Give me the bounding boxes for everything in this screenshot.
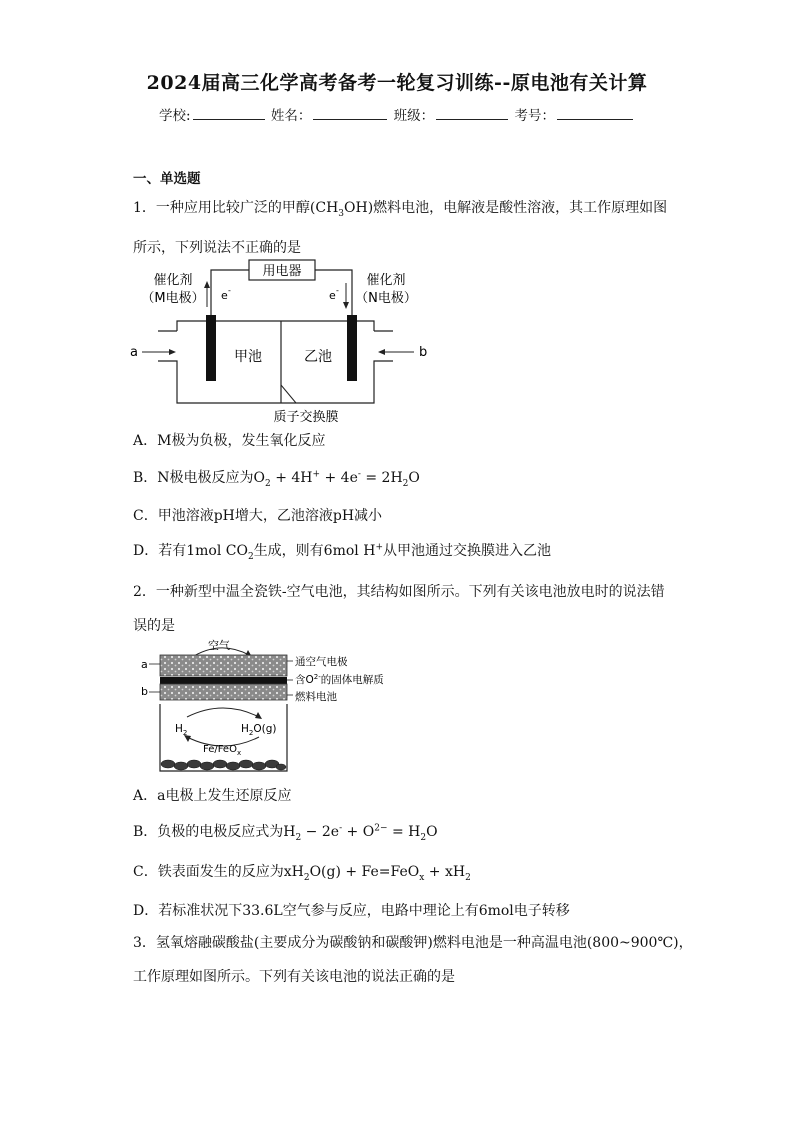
q2-option-d[interactable]: D．若标准状况下33.6L空气参与反应，电路中理论上有6mol电子转移: [133, 903, 570, 919]
solid-electrolyte-layer: [160, 677, 287, 684]
membrane-label: 质子交换膜: [273, 410, 339, 425]
air-label: 空气: [208, 639, 230, 652]
inlet-b-head: [378, 349, 385, 355]
q1-b-sup: +: [312, 469, 321, 480]
q1-option-b[interactable]: [133, 467, 420, 489]
q1-d-sub: 2: [247, 551, 254, 562]
page-title: 2024届高三化学高考备考一轮复习训练--原电池有关计算: [146, 72, 648, 94]
q2-stem-part: 2．一种新型中温全瓷铁-空气电池，其结构如图所示。下列有关该电池放电时的说法错: [133, 584, 665, 600]
q1-d-part: 生成，则有6mol H: [253, 543, 376, 559]
left-electron-label: e: [221, 289, 228, 302]
class-blank[interactable]: [436, 105, 508, 120]
right-catalyst-label: 催化剂: [366, 273, 406, 288]
q1-b-sub: 2: [265, 478, 271, 489]
q2-c-part: + xH: [424, 864, 466, 880]
q1-b-part: O: [408, 470, 420, 486]
electrode-n: [347, 315, 357, 381]
q1-b-sup: -: [357, 469, 361, 480]
q1-b-part: = 2H: [360, 470, 403, 486]
q2-b-part: O: [426, 824, 438, 840]
q1-d-sup: +: [375, 542, 383, 553]
q1-option-c[interactable]: C．甲池溶液pH增大，乙池溶液pH减小: [133, 508, 383, 524]
q2-c-sub: 2: [303, 872, 310, 883]
q1-option-d[interactable]: [133, 540, 551, 562]
iron-particles: [161, 760, 286, 770]
left-electrode-label: （M电极）: [141, 291, 205, 306]
name-blank[interactable]: [313, 105, 387, 120]
cell-right-label: 乙池: [304, 349, 332, 365]
name-label: 姓名：: [270, 108, 312, 124]
q2-iron-air-cell-diagram: [135, 637, 395, 775]
q2-c-part: O(g) + Fe=FeO: [309, 864, 420, 880]
right-electrode-label: （N电极）: [355, 291, 417, 306]
q1-sub: 3: [338, 208, 345, 219]
school-blank[interactable]: [193, 105, 265, 120]
h2o-label: $H_2O(g)$: [241, 723, 277, 737]
device-label: 用电器: [262, 264, 302, 279]
q2-b-sub: 2: [420, 832, 427, 843]
electrode-a-label: a: [141, 658, 148, 671]
class-label: 班级：: [393, 108, 435, 124]
q2-b-part: B．负极的电极反应式为H: [133, 824, 296, 840]
right-electron-label: e: [329, 289, 336, 302]
left-electron-sign: -: [228, 286, 231, 295]
q2-c-sub: 2: [465, 872, 471, 883]
air-electrode-label: 通空气电极: [295, 656, 348, 668]
q1-b-sub: 2: [402, 478, 409, 489]
q2-stem-part: 误的是: [133, 618, 175, 634]
q2-b-sup: 2−: [374, 823, 388, 834]
q1-stem-part: 所示，下列说法不正确的是: [133, 239, 301, 256]
q1-d-part: D．若有1mol CO: [133, 543, 248, 559]
right-arrowhead: [343, 302, 349, 309]
student-info-line: [0, 104, 794, 124]
fe-feox-label: Fe/FeO$_x$: [203, 744, 242, 757]
q1-b-part: + 4e: [320, 470, 358, 486]
q2-c-sub: x: [419, 872, 425, 883]
q2-b-sub: 2: [295, 832, 302, 843]
q2-b-sup: -: [339, 823, 343, 834]
electrode-b-label: b: [141, 685, 148, 698]
air-electrode-layer: [160, 655, 287, 676]
q2-option-c[interactable]: [133, 861, 471, 883]
q2-option-a[interactable]: A．a电极上发生还原反应: [133, 788, 292, 804]
inlet-b-label: b: [419, 345, 428, 360]
cell-left-label: 甲池: [234, 349, 262, 365]
inlet-a-label: a: [130, 345, 138, 360]
q2-option-b[interactable]: [133, 821, 438, 843]
membrane-pointer: [281, 385, 296, 403]
h2-label: $H_2$: [175, 723, 188, 737]
left-arrowhead: [204, 281, 210, 288]
q1-d-part: 从甲池通过交换膜进入乙池: [382, 543, 551, 559]
q3-stem-part: 3．氢氧熔融碳酸盐(主要成分为碳酸钠和碳酸钾)燃料电池是一种高温电池(800~900℃)，: [133, 935, 693, 951]
q2-b-part: = H: [387, 824, 421, 840]
q1-option-a[interactable]: A．M极为负极，发生氧化反应: [133, 433, 326, 449]
electrolyte-label: 含$O^{2-}$的固体电解质: [295, 673, 384, 686]
right-electron-sign: -: [336, 286, 339, 295]
question-3-stem: [133, 926, 693, 994]
question-2-stem: [133, 575, 673, 643]
section-heading: 一、单选题: [133, 171, 201, 187]
q2-b-part: − 2e: [301, 824, 340, 840]
inlet-a-head: [169, 349, 176, 355]
question-1-stem: [133, 191, 673, 265]
q1-stem-part: OH)燃料电池，电解液是酸性溶液，其工作原理如图: [344, 200, 668, 216]
q2-c-part: C．铁表面发生的反应为xH: [133, 864, 304, 880]
school-label: 学校:: [159, 108, 191, 124]
number-blank[interactable]: [557, 105, 633, 120]
fuel-cell-label: 燃料电池: [295, 691, 337, 703]
q1-fuel-cell-diagram: [128, 257, 448, 427]
q3-stem-part: 工作原理如图所示。下列有关该电池的说法正确的是: [133, 969, 455, 985]
number-label: 考号：: [514, 108, 555, 124]
left-catalyst-label: 催化剂: [153, 273, 193, 288]
fuel-electrode-layer: [160, 684, 287, 700]
q1-stem-part: 1．一种应用比较广泛的甲醇(CH: [133, 200, 339, 216]
electrode-m: [206, 315, 216, 381]
q1-b-part: B．N极电极反应为O: [133, 470, 266, 486]
q2-b-part: + O: [342, 824, 375, 840]
q1-b-part: + 4H: [270, 470, 313, 486]
cycle-arrow-top: [187, 708, 259, 717]
cell-bottom: [158, 361, 393, 403]
